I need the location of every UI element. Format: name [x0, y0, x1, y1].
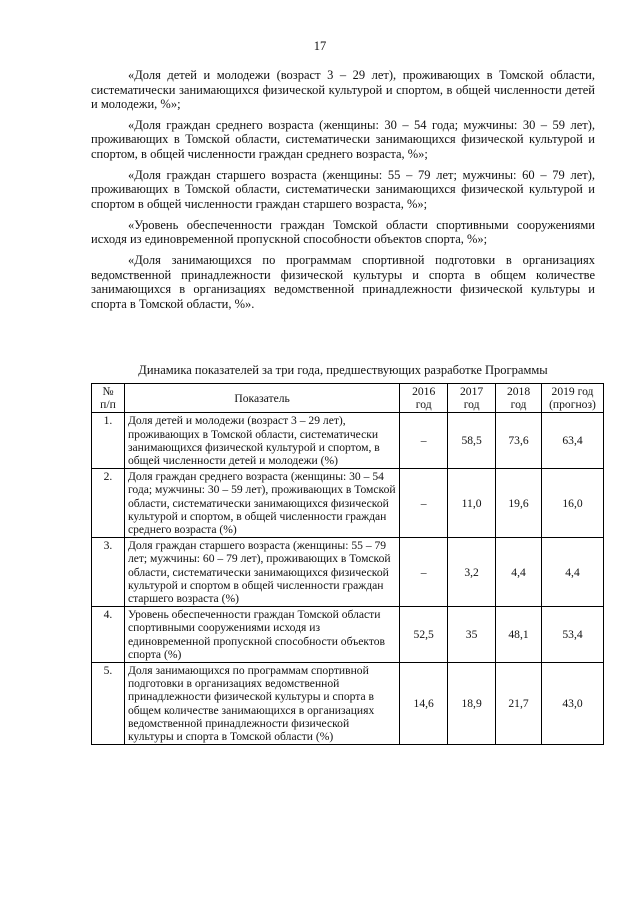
table-row	[92, 538, 604, 607]
value-2017: 11,0	[448, 469, 496, 538]
value-2018: 48,1	[496, 607, 542, 663]
paragraph-indicator-1: «Доля детей и молодежи (возраст 3 – 29 лет), проживающих в Томской области, систематически занимающихся физической культурой и спортом, в общей численности детей и молодежи, %»;	[91, 68, 595, 112]
row-number: 5.	[92, 663, 125, 745]
header-2016	[400, 384, 448, 413]
paragraph-indicator-4: «Уровень обеспеченности граждан Томской области спортивными сооружениями исходя из единовременной пропускной способности объектов спорта, %»;	[91, 217, 595, 247]
paragraph-indicator-2: «Доля граждан среднего возраста (женщины: 30 – 54 года; мужчины: 30 – 59 лет), проживающих в Томской области, систематически занимающихся физической культурой и спортом, в общей численности граждан среднего возраста, %»;	[91, 117, 595, 162]
row-indicator: Доля граждан среднего возраста (женщины: 30 – 54 года; мужчины: 30 – 59 лет), проживающих в Томской области, систематически занимающихся физической культурой и спортом, в общей численности граждан среднего возраста (%)	[124, 469, 399, 538]
indicator-list-text	[91, 68, 595, 317]
value-2016: –	[400, 538, 448, 607]
header-2017-line2: год	[463, 398, 480, 412]
paragraph-indicator-5: «Доля занимающихся по программам спортивной подготовки в организациях ведомственной принадлежности физической культуры и спорта в общем количестве занимающихся в организациях ведомственной принадлежности физической культуры и спорта в Томской области, %».	[91, 252, 595, 311]
value-2019: 53,4	[542, 607, 604, 663]
table-header-row	[92, 384, 604, 413]
header-2017	[448, 384, 496, 413]
header-2016-line2: год	[415, 398, 432, 412]
value-2019: 4,4	[542, 538, 604, 607]
value-2017: 35	[448, 607, 496, 663]
header-2019-line2: (прогноз)	[549, 398, 596, 412]
value-2018: 4,4	[496, 538, 542, 607]
value-2017: 3,2	[448, 538, 496, 607]
row-indicator: Уровень обеспеченности граждан Томской области спортивными сооружениями исходя из единовременной пропускной способности объектов спорта (%)	[124, 607, 399, 663]
row-number: 1.	[92, 413, 125, 469]
header-2018-line1: 2018	[506, 385, 531, 398]
header-2019	[542, 384, 604, 413]
value-2017: 58,5	[448, 413, 496, 469]
value-2018: 19,6	[496, 469, 542, 538]
value-2016: –	[400, 469, 448, 538]
header-2019-line1: 2019 год	[551, 385, 594, 398]
value-2017: 18,9	[448, 663, 496, 745]
header-2017-line1: 2017	[460, 385, 484, 398]
value-2016: –	[400, 413, 448, 469]
header-2018	[496, 384, 542, 413]
value-2019: 43,0	[542, 663, 604, 745]
value-2019: 63,4	[542, 413, 604, 469]
row-indicator: Доля детей и молодежи (возраст 3 – 29 лет), проживающих в Томской области, систематически занимающихся физической культурой и спортом, в общей численности детей и молодежи (%)	[124, 413, 399, 469]
header-indicator: Показатель	[124, 384, 399, 413]
table-row	[92, 413, 604, 469]
value-2018: 73,6	[496, 413, 542, 469]
header-number	[92, 384, 125, 413]
value-2016: 52,5	[400, 607, 448, 663]
header-2018-line2: год	[510, 398, 527, 412]
header-number-line2: п/п	[100, 398, 116, 412]
header-2016-line1: 2016	[412, 385, 436, 398]
header-number-line1: №	[102, 385, 114, 398]
row-number: 3.	[92, 538, 125, 607]
paragraph-indicator-3: «Доля граждан старшего возраста (женщины: 55 – 79 лет; мужчины: 60 – 79 лет), проживающих в Томской области, систематически занимающихся физической культурой и спортом в общей численности граждан старшего возраста, %»;	[91, 167, 595, 211]
table-row	[92, 607, 604, 663]
value-2018: 21,7	[496, 663, 542, 745]
row-number: 4.	[92, 607, 125, 663]
value-2019: 16,0	[542, 469, 604, 538]
row-indicator: Доля граждан старшего возраста (женщины: 55 – 79 лет; мужчины: 60 – 79 лет), проживающих в Томской области, систематически занимающихся физической культурой и спортом в общей численности граждан старшего возраста (%)	[124, 538, 399, 607]
page-number: 17	[313, 39, 327, 53]
table-row	[92, 469, 604, 538]
indicators-table	[91, 383, 604, 745]
row-indicator: Доля занимающихся по программам спортивной подготовки в организациях ведомственной принадлежности физической культуры и спорта в общем количестве занимающихся в организациях ведомственной принадлежности физической культуры и спорта в Томской области (%)	[124, 663, 399, 745]
table-row	[92, 663, 604, 745]
row-number: 2.	[92, 469, 125, 538]
table-caption: Динамика показателей за три года, предшествующих разработке Программы	[138, 363, 548, 377]
value-2016: 14,6	[400, 663, 448, 745]
